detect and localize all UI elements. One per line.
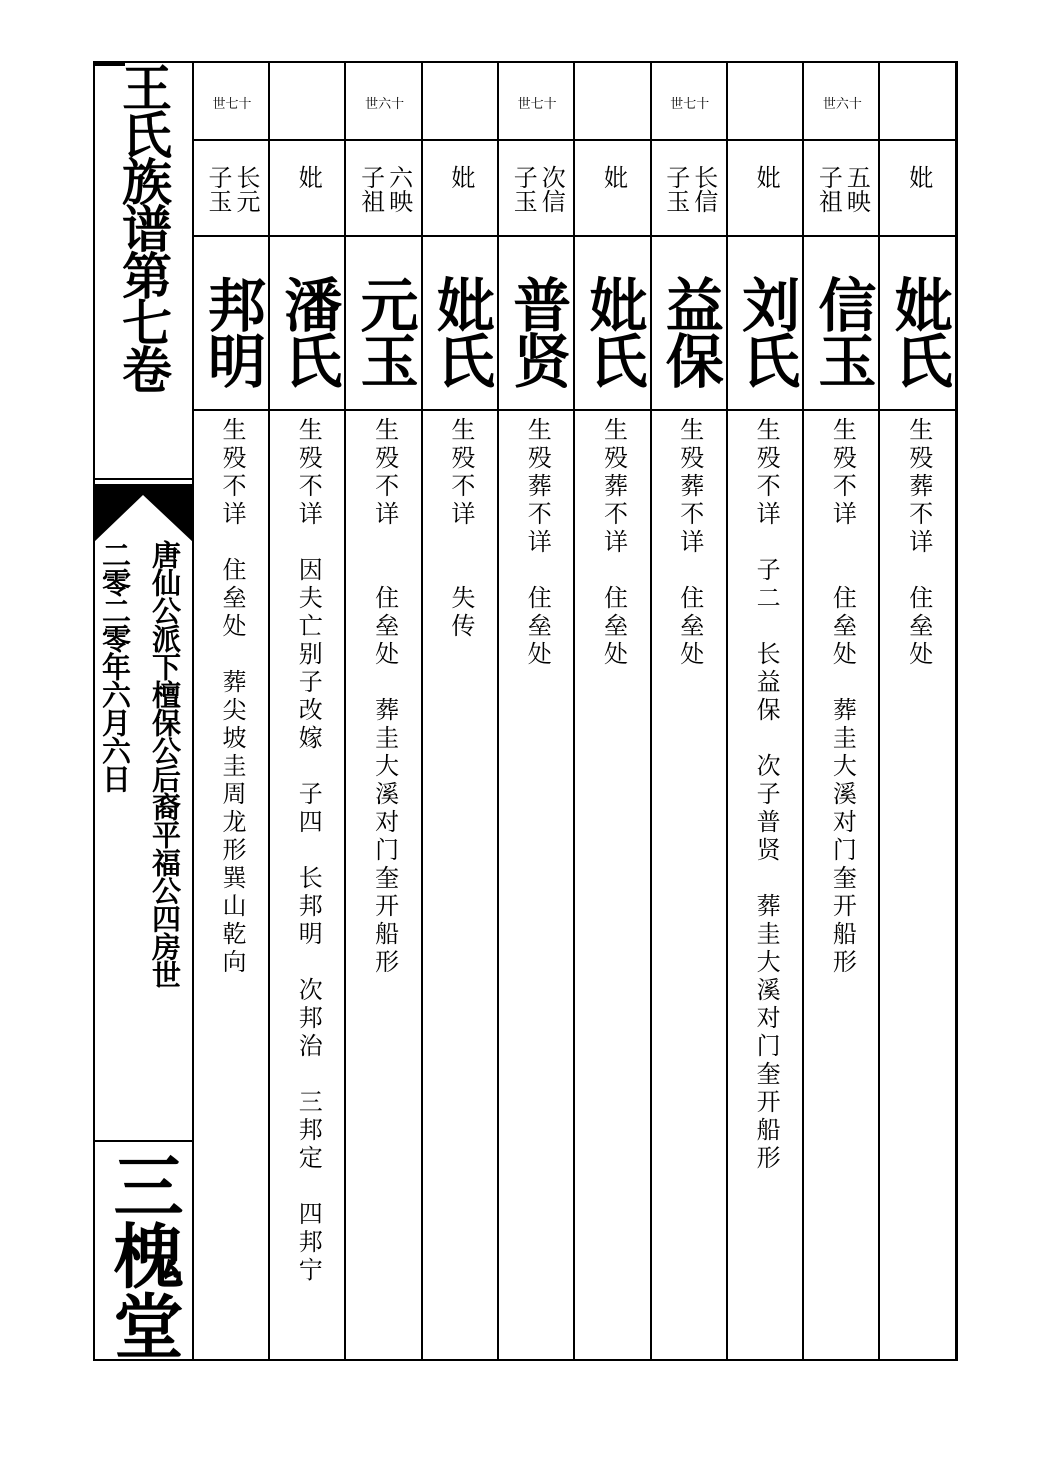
biography-note: 生殁不详 住垒处 葬尖坡圭周龙形巽山乾向 (218, 417, 246, 977)
entry-column (728, 61, 804, 1361)
fishtail-mark (93, 487, 194, 543)
biography-note: 生殁不详 住垒处 葬圭大溪对门奎开船形 (828, 417, 857, 977)
entry-column (347, 61, 423, 1361)
relation-text: 妣 (294, 164, 323, 189)
relation-cell (881, 157, 957, 232)
relation-text: 妣 (752, 164, 781, 189)
relation-text: 妣 (446, 164, 475, 189)
compile-date: 二零二零年六月六日 (98, 540, 132, 792)
person-name: 益保 (655, 275, 724, 387)
note-cell (652, 417, 728, 669)
name-cell (804, 261, 880, 401)
name-cell (576, 261, 652, 401)
entry-column (423, 61, 499, 1361)
biography-note: 生殁葬不详 住垒处 (904, 417, 933, 669)
entry-column (270, 61, 346, 1361)
biography-note: 生殁葬不详 住垒处 (523, 417, 552, 669)
relation-cell (347, 157, 423, 232)
relation-text: 次信子玉 (509, 164, 566, 213)
relation-cell (499, 157, 575, 232)
name-cell (423, 261, 499, 401)
note-cell (347, 417, 423, 977)
person-name: 邦明 (198, 275, 266, 387)
entry-column (652, 61, 728, 1361)
relation-text: 五映子祖 (814, 164, 871, 213)
relation-text: 六映子祖 (356, 164, 413, 213)
entry-column (499, 61, 575, 1361)
person-name: 元玉 (350, 275, 419, 387)
relation-text: 长元子玉 (204, 164, 260, 213)
biography-note: 生殁葬不详 住垒处 (675, 417, 704, 669)
person-name: 潘氏 (274, 275, 343, 387)
hall-name: 三槐堂 (102, 1150, 185, 1360)
person-name: 妣氏 (426, 275, 495, 387)
biography-note: 生殁不详 住垒处 葬圭大溪对门奎开船形 (370, 417, 399, 977)
relation-cell (194, 157, 270, 232)
note-cell (194, 417, 270, 977)
biography-note: 生殁不详 子二 长益保 次子普贤 葬圭大溪对门奎开船形 (752, 417, 781, 1173)
book-title: 王氏族谱第七卷 (114, 62, 173, 391)
generation-label: 世六十 (365, 97, 405, 112)
relation-cell (423, 157, 499, 232)
entry-column (881, 61, 957, 1361)
generation-label: 世六十 (822, 97, 862, 112)
person-name: 信玉 (808, 275, 877, 387)
person-name: 刘氏 (732, 275, 801, 387)
name-cell (728, 261, 804, 401)
generation-label: 世七十 (670, 97, 710, 112)
note-cell (804, 417, 880, 977)
entry-column (194, 61, 270, 1361)
relation-cell (652, 157, 728, 232)
relation-cell (804, 157, 880, 232)
name-cell (652, 261, 728, 401)
relation-cell (576, 157, 652, 232)
panel-divider (93, 478, 194, 480)
biography-note: 生殁不详 失传 (446, 417, 475, 641)
note-cell (423, 417, 499, 641)
relation-cell (270, 157, 346, 232)
person-name: 妣氏 (579, 275, 648, 387)
entry-column (576, 61, 652, 1361)
note-cell (881, 417, 957, 669)
branch-line: 唐仙公派下檀保公后裔平福公四房世 (148, 540, 182, 988)
generation-label: 世七十 (517, 97, 557, 112)
panel-divider-lower (93, 1140, 194, 1142)
note-cell (270, 417, 346, 1285)
entry-column (804, 61, 880, 1361)
relation-text: 长信子玉 (661, 164, 718, 213)
biography-note: 生殁不详 因夫亡别子改嫁 子四 长邦明 次邦治 三邦定 四邦宁 (294, 417, 323, 1285)
note-cell (728, 417, 804, 1173)
name-cell (270, 261, 346, 401)
person-name: 普贤 (503, 275, 572, 387)
name-cell (347, 261, 423, 401)
biography-note: 生殁葬不详 住垒处 (599, 417, 628, 669)
note-cell (499, 417, 575, 669)
generation-label: 世七十 (212, 97, 252, 112)
relation-text: 妣 (904, 164, 933, 189)
name-cell (194, 261, 270, 401)
relation-text: 妣 (599, 164, 628, 189)
note-cell (576, 417, 652, 669)
person-name: 妣氏 (884, 275, 953, 387)
relation-cell (728, 157, 804, 232)
name-cell (499, 261, 575, 401)
name-cell (881, 261, 957, 401)
